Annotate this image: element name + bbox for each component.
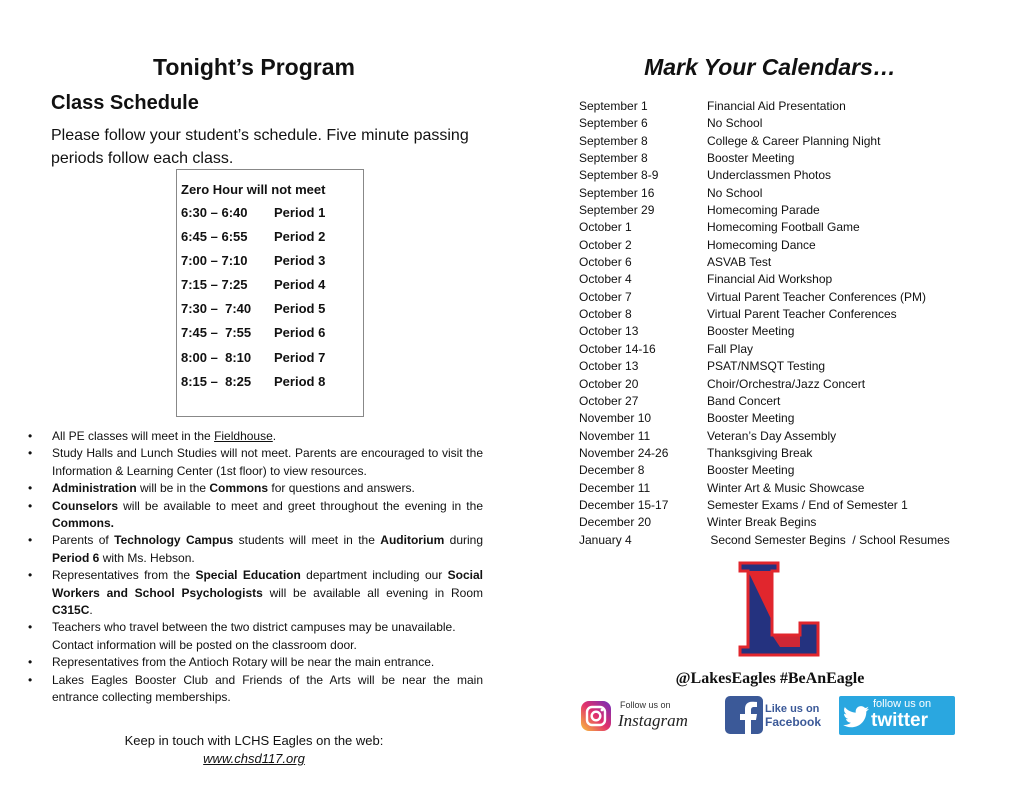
program-title: Tonight’s Program bbox=[153, 54, 355, 80]
website-link[interactable]: www.chsd117.org bbox=[203, 751, 305, 766]
calendar-row bbox=[579, 445, 950, 462]
calendar-date: November 11 bbox=[579, 428, 651, 443]
period-time: 8:15 – 8:25 bbox=[181, 374, 252, 389]
list-item: • Parents of Technology Campus students will meet in the Auditorium during Period 6 with Ms. Hebson. bbox=[25, 532, 483, 567]
calendar-date: October 1 bbox=[579, 220, 632, 235]
calendar-row bbox=[579, 514, 950, 531]
period-time: 7:15 – 7:25 bbox=[181, 277, 248, 292]
list-item: • All PE classes will meet in the Fieldhouse. bbox=[25, 428, 483, 445]
calendar-row bbox=[579, 480, 950, 497]
calendar-row bbox=[579, 98, 950, 115]
period-row bbox=[181, 350, 325, 365]
calendar-row bbox=[579, 393, 950, 410]
calendar-title: Mark Your Calendars… bbox=[644, 54, 896, 80]
calendar-date: January 4 bbox=[579, 532, 632, 547]
facebook-line1: Like us on bbox=[765, 703, 820, 715]
calendar-event: PSAT/NMSQT Testing bbox=[707, 359, 826, 374]
period-label: Period 2 bbox=[274, 229, 326, 244]
period-time: 7:30 – 7:40 bbox=[181, 301, 252, 316]
period-time: 7:45 – 7:55 bbox=[181, 325, 252, 340]
calendar-event: Booster Meeting bbox=[707, 463, 795, 478]
list-item: • Lakes Eagles Booster Club and Friends of the Arts will be near the main entrance collecting memberships. bbox=[25, 672, 483, 707]
instagram-icon bbox=[580, 700, 612, 732]
calendar-row bbox=[579, 202, 950, 219]
calendar-date: October 2 bbox=[579, 237, 632, 252]
calendar-date: October 8 bbox=[579, 307, 632, 322]
calendar-row bbox=[579, 358, 950, 375]
calendar-event: Virtual Parent Teacher Conferences bbox=[707, 307, 897, 322]
calendar-row bbox=[579, 167, 950, 184]
calendar-date: September 8 bbox=[579, 133, 648, 148]
calendar-event: Semester Exams / End of Semester 1 bbox=[707, 497, 908, 512]
calendar-date: October 7 bbox=[579, 289, 632, 304]
calendar-row bbox=[579, 410, 950, 427]
calendar-event: Homecoming Parade bbox=[707, 203, 820, 218]
calendar-event: No School bbox=[707, 116, 763, 131]
calendar-date: October 6 bbox=[579, 255, 632, 270]
instagram-badge[interactable] bbox=[580, 698, 696, 734]
instagram-name: Instagram bbox=[618, 711, 688, 730]
list-item: • Administration will be in the Commons for questions and answers. bbox=[25, 480, 483, 497]
list-item: • Representatives from the Antioch Rotary will be near the main entrance. bbox=[25, 654, 483, 671]
calendar-event: Homecoming Football Game bbox=[707, 220, 860, 235]
calendar-date: September 16 bbox=[579, 185, 655, 200]
calendar-row bbox=[579, 237, 950, 254]
list-item: • Counselors will be available to meet and greet throughout the evening in the Commons. bbox=[25, 498, 483, 533]
calendar-row bbox=[579, 323, 950, 340]
period-row bbox=[181, 277, 325, 292]
calendar-event: Choir/Orchestra/Jazz Concert bbox=[707, 376, 866, 391]
twitter-name: twitter bbox=[871, 710, 928, 731]
social-hashtags: @LakesEagles #BeAnEagle bbox=[675, 670, 865, 687]
calendar-event: Band Concert bbox=[707, 393, 781, 408]
period-row bbox=[181, 253, 325, 268]
calendar-list bbox=[579, 98, 950, 549]
calendar-date: September 1 bbox=[579, 99, 648, 113]
period-label: Period 6 bbox=[274, 325, 326, 340]
calendar-date: October 14-16 bbox=[579, 341, 656, 356]
list-item: • Study Halls and Lunch Studies will not meet. Parents are encouraged to visit the Information & Learning Center (1st floor) to view resources. bbox=[25, 445, 483, 480]
program-notes-list bbox=[25, 428, 483, 707]
calendar-row bbox=[579, 271, 950, 288]
calendar-event: Veteran’s Day Assembly bbox=[707, 428, 837, 443]
facebook-badge[interactable] bbox=[725, 696, 825, 736]
calendar-date: December 20 bbox=[579, 515, 652, 530]
period-row bbox=[181, 301, 325, 316]
calendar-date: September 8-9 bbox=[579, 168, 659, 183]
calendar-event: Booster Meeting bbox=[707, 411, 795, 426]
period-row bbox=[181, 325, 325, 340]
calendar-row bbox=[579, 341, 950, 358]
calendar-date: November 24-26 bbox=[579, 445, 669, 460]
calendar-event: Winter Art & Music Showcase bbox=[707, 480, 865, 495]
schedule-intro: Please follow your student’s schedule. Five minute passing periods follow each class. bbox=[51, 127, 469, 167]
calendar-row bbox=[579, 376, 950, 393]
twitter-badge[interactable] bbox=[839, 696, 955, 735]
instagram-follow-text: Follow us on bbox=[620, 700, 671, 710]
period-time: 8:00 – 8:10 bbox=[181, 350, 252, 365]
calendar-row bbox=[579, 497, 950, 514]
period-label: Period 7 bbox=[274, 350, 326, 365]
calendar-date: October 27 bbox=[579, 393, 639, 408]
calendar-row bbox=[579, 462, 950, 479]
calendar-row bbox=[579, 532, 950, 549]
list-item: • Representatives from the Special Education department including our Social Workers and School Psychologists will be available all evening in Room C315C. bbox=[25, 567, 483, 619]
calendar-date: September 29 bbox=[579, 203, 655, 218]
period-label: Period 3 bbox=[274, 253, 326, 268]
period-row bbox=[181, 229, 325, 244]
calendar-event: Underclassmen Photos bbox=[707, 168, 832, 183]
zero-hour-note: Zero Hour will not meet bbox=[181, 182, 326, 197]
calendar-event: Booster Meeting bbox=[707, 324, 795, 339]
calendar-row bbox=[579, 115, 950, 132]
calendar-event: Booster Meeting bbox=[707, 151, 795, 166]
keep-in-touch-text: Keep in touch with LCHS Eagles on the web: bbox=[124, 733, 384, 748]
calendar-date: December 8 bbox=[579, 463, 645, 478]
calendar-row bbox=[579, 133, 950, 150]
class-schedule-heading: Class Schedule bbox=[51, 92, 199, 114]
calendar-date: October 20 bbox=[579, 376, 639, 391]
twitter-follow-text: follow us on bbox=[873, 698, 932, 710]
period-row bbox=[181, 374, 325, 389]
calendar-date: December 15-17 bbox=[579, 497, 669, 512]
period-row bbox=[181, 205, 325, 220]
calendar-date: December 11 bbox=[579, 480, 651, 495]
calendar-row bbox=[579, 289, 950, 306]
calendar-event: No School bbox=[707, 185, 763, 200]
list-item: • Teachers who travel between the two district campuses may be unavailable. Contact information will be posted on the classroom door. bbox=[25, 619, 483, 654]
calendar-event: Financial Aid Presentation bbox=[707, 99, 846, 113]
period-time: 6:30 – 6:40 bbox=[181, 205, 248, 220]
calendar-date: September 6 bbox=[579, 116, 648, 131]
facebook-line2: Facebook bbox=[765, 715, 822, 729]
calendar-row bbox=[579, 306, 950, 323]
calendar-row bbox=[579, 254, 950, 271]
calendar-date: October 13 bbox=[579, 324, 639, 339]
calendar-event: Fall Play bbox=[707, 341, 754, 356]
calendar-event: Homecoming Dance bbox=[707, 237, 816, 252]
calendar-date: October 13 bbox=[579, 359, 639, 374]
calendar-event: Financial Aid Workshop bbox=[707, 272, 833, 287]
calendar-event: College & Career Planning Night bbox=[707, 133, 881, 148]
lakes-l-logo bbox=[738, 561, 820, 657]
calendar-date: September 8 bbox=[579, 151, 648, 166]
period-time: 7:00 – 7:10 bbox=[181, 253, 248, 268]
calendar-date: November 10 bbox=[579, 411, 652, 426]
period-label: Period 5 bbox=[274, 301, 326, 316]
calendar-event: Virtual Parent Teacher Conferences (PM) bbox=[707, 289, 926, 304]
facebook-icon bbox=[725, 696, 763, 734]
period-time: 6:45 – 6:55 bbox=[181, 229, 248, 244]
period-label: Period 8 bbox=[274, 374, 326, 389]
calendar-row bbox=[579, 185, 950, 202]
calendar-event: Thanksgiving Break bbox=[707, 445, 813, 460]
calendar-row bbox=[579, 428, 950, 445]
calendar-event: Second Semester Begins / School Resumes bbox=[707, 532, 950, 547]
calendar-event: Winter Break Begins bbox=[707, 515, 817, 530]
calendar-row bbox=[579, 219, 950, 236]
calendar-event: ASVAB Test bbox=[707, 255, 772, 270]
period-label: Period 4 bbox=[274, 277, 326, 292]
calendar-row bbox=[579, 150, 950, 167]
twitter-bird-icon bbox=[843, 706, 869, 728]
period-label: Period 1 bbox=[274, 205, 326, 220]
calendar-date: October 4 bbox=[579, 272, 632, 287]
